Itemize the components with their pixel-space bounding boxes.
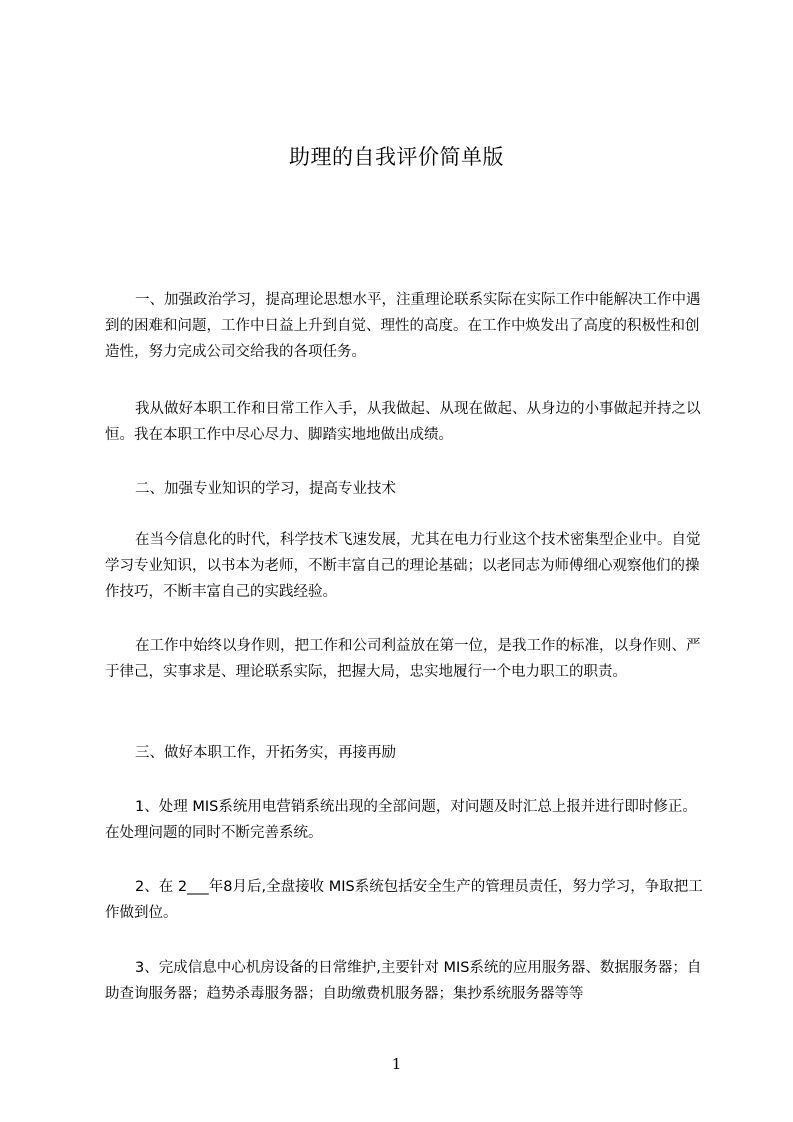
paragraph-political-study: 一、加强政治学习，提高理论思想水平，注重理论联系实际在实际工作中能解决工作中遇到的困难和问题，工作中日益上升到自觉、理性的高度。在工作中焕发出了高度的积极性和创造性，努力完成公司交给我的各项任务。 — [105, 292, 701, 360]
paragraph-daily-work: 我从做好本职工作和日常工作入手，从我做起、从现在做起、从身边的小事做起并持之以恒。我在本职工作中尽心尽力、脚踏实地地做出成绩。 — [105, 401, 701, 443]
document-title: 助理的自我评价简单版 — [289, 145, 504, 169]
list-item-server-maintenance: 3、完成信息中心机房设备的日常维护,主要针对 MIS系统的应用服务器、数据服务器；自助查询服务器；趋势杀毒服务器；自助缴费机服务器；集抄系统服务器等等 — [105, 960, 702, 1002]
section-heading-professional-knowledge: 二、加强专业知识的学习，提高专业技术 — [135, 481, 396, 497]
paragraph-information-age: 在当今信息化的时代，科学技术飞速发展，尤其在电力行业这个技术密集型企业中。自觉学习专业知识，以书本为老师，不断丰富自己的理论基础；以老同志为师傅细心观察他们的操作技巧，不断丰富自己的实践经验。 — [105, 532, 701, 600]
page-number: 1 — [391, 1055, 402, 1073]
section-heading-do-job-well: 三、做好本职工作，开拓务实，再接再励 — [135, 745, 396, 761]
list-item-mis-takeover: 2、在 2___年8月后,全盘接收 MIS系统包括安全生产的管理员责任，努力学习，争取把工作做到位。 — [105, 879, 703, 921]
paragraph-lead-by-example: 在工作中始终以身作则，把工作和公司利益放在第一位，是我工作的标准，以身作则、严于律己，实事求是、理论联系实际，把握大局，忠实地履行一个电力职工的职责。 — [105, 638, 701, 680]
list-item-mis-problems: 1、处理 MIS系统用电营销系统出现的全部问题，对问题及时汇总上报并进行即时修正。在处理问题的同时不断完善系统。 — [105, 799, 697, 841]
